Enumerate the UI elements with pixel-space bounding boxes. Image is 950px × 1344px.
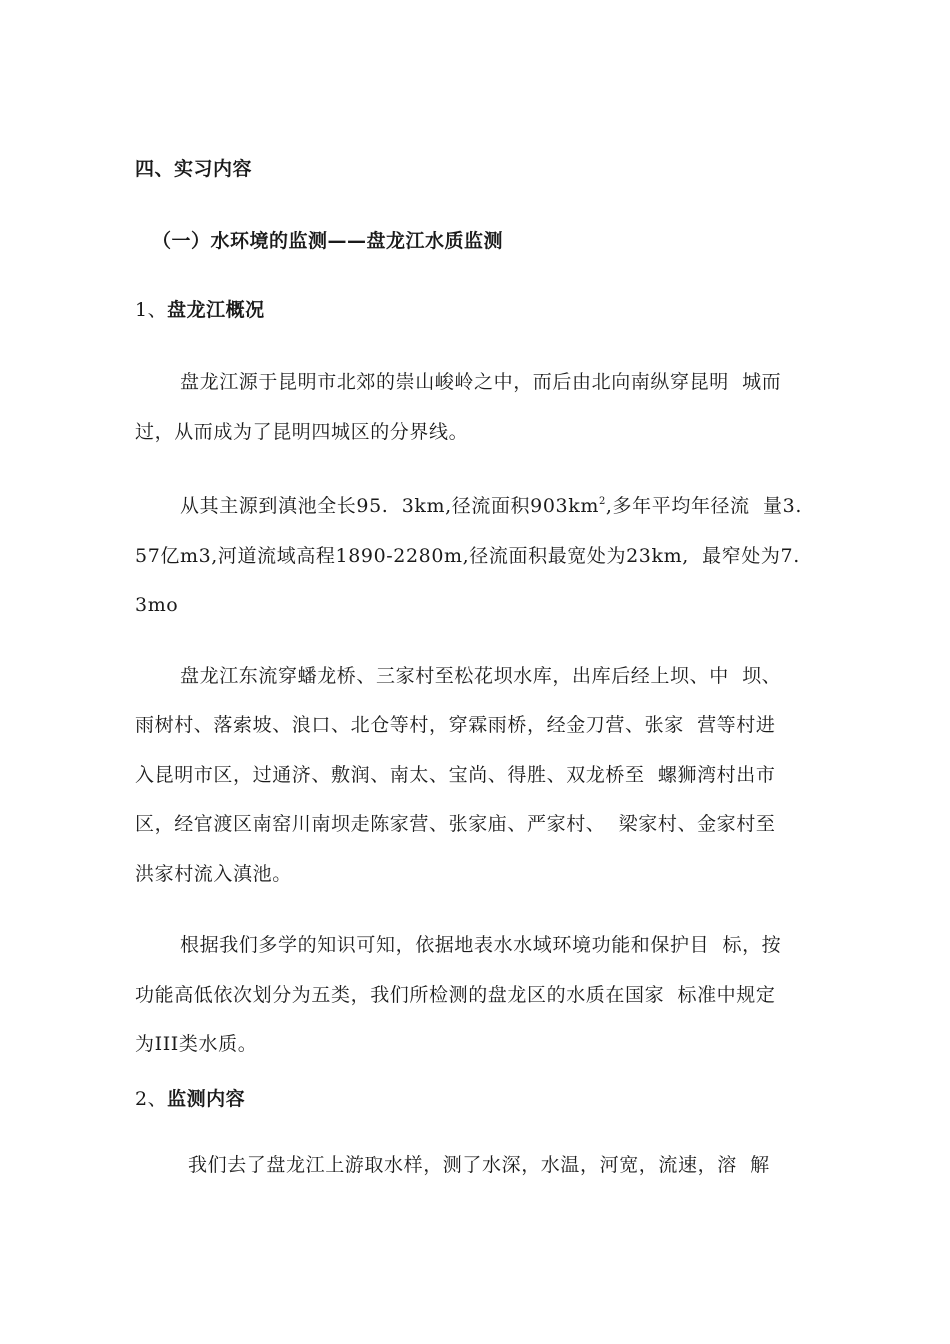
item-title: 监测内容 — [167, 1088, 246, 1110]
item-heading-1 — [135, 298, 265, 322]
section-heading: 四、实习内容 — [135, 158, 253, 180]
item-title: 盘龙江概况 — [167, 299, 265, 321]
paragraph-line: 我们去了盘龙江上游取水样，测了水深，水温，河宽，流速，溶 解 — [188, 1154, 770, 1176]
item-number: 2、 — [135, 1088, 168, 1110]
paragraph-line: 为III类水质。 — [135, 1033, 258, 1055]
item-number: 1、 — [135, 299, 168, 321]
paragraph-line: 功能高低依次划分为五类，我们所检测的盘龙区的水质在国家 标准中规定 — [135, 984, 776, 1006]
text-span: ,多年平均年径流 量3. — [605, 495, 802, 517]
paragraph-line: 根据我们多学的知识可知，依据地表水水域环境功能和保护目 标，按 — [180, 934, 782, 956]
paragraph-line: 3mo — [135, 594, 179, 616]
paragraph-line: 57亿m3,河道流域高程1890-2280m,径流面积最宽处为23km, 最窄处为7. — [135, 545, 800, 567]
subsection-heading: （一）水环境的监测——盘龙江水质监测 — [152, 230, 504, 252]
paragraph-line: 洪家村流入滇池。 — [135, 863, 292, 885]
text-span: 从其主源到滇池全长95. 3km,径流面积903km — [180, 495, 599, 517]
paragraph-line — [180, 494, 802, 518]
paragraph-line: 雨树村、落索坡、浪口、北仓等村，穿霖雨桥，经金刀营、张家 营等村进 — [135, 714, 776, 736]
superscript: 2 — [598, 496, 606, 507]
paragraph-line: 区，经官渡区南窑川南坝走陈家营、张家庙、严家村、 梁家村、金家村至 — [135, 813, 776, 835]
item-heading-2 — [135, 1087, 245, 1111]
paragraph-line: 盘龙江源于昆明市北郊的崇山峻岭之中，而后由北向南纵穿昆明 城而 — [180, 371, 782, 393]
paragraph-line: 盘龙江东流穿蟠龙桥、三家村至松花坝水库，出库后经上坝、中 坝、 — [180, 665, 782, 687]
paragraph-line: 过，从而成为了昆明四城区的分界线。 — [135, 421, 469, 443]
paragraph-line: 入昆明市区，过通济、敷润、南太、宝尚、得胜、双龙桥至 螺狮湾村出市 — [135, 764, 776, 786]
